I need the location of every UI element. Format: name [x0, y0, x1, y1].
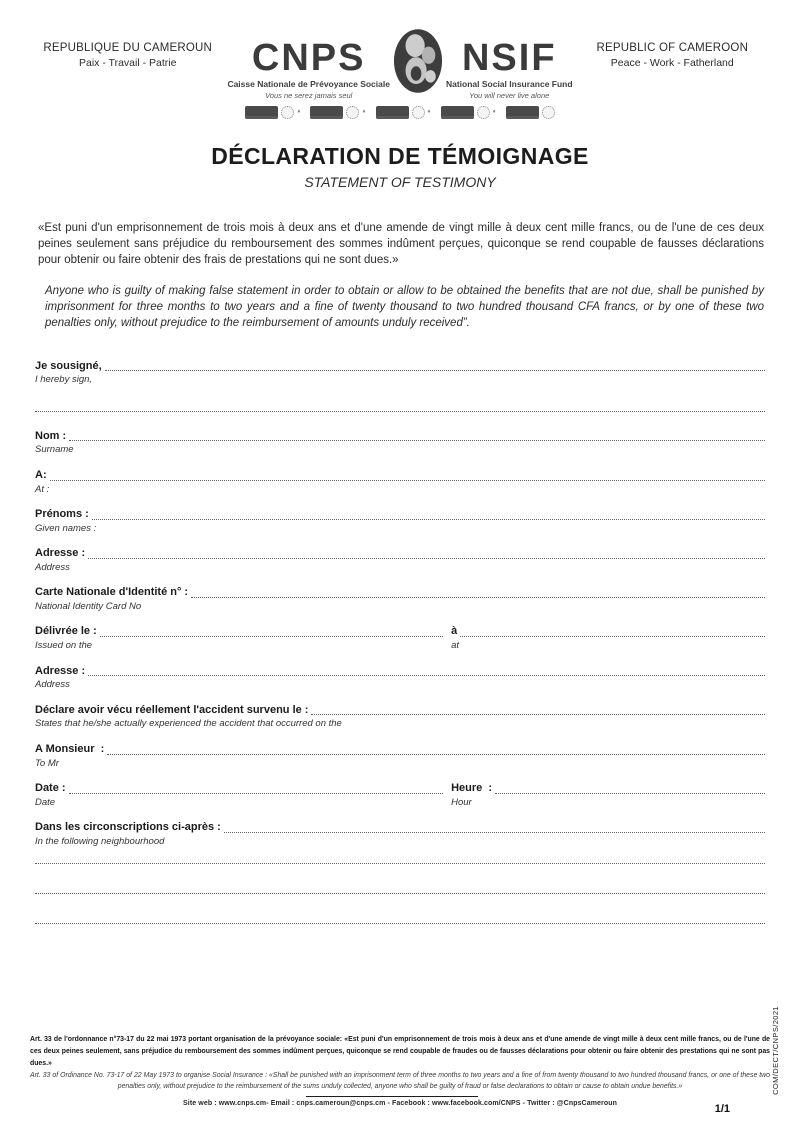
input-line-heure[interactable] — [495, 792, 765, 794]
input-line-date[interactable] — [69, 792, 444, 794]
input-line-adresse-2[interactable] — [88, 674, 765, 676]
input-line-adresse-1[interactable] — [88, 557, 765, 559]
field-a — [35, 469, 765, 495]
field-sublabel: Address — [35, 561, 70, 573]
cnps-logo — [227, 28, 572, 100]
certification-badge-icon — [506, 106, 555, 119]
document-header — [0, 0, 800, 119]
republic-en-motto: Peace - Work - Fatherland — [610, 57, 734, 69]
blank-line[interactable] — [35, 923, 765, 924]
document-subtitle: STATEMENT OF TESTIMONY — [304, 173, 496, 190]
input-line-accident-survenu[interactable] — [311, 713, 765, 715]
input-line-je-sousigne[interactable] — [105, 369, 765, 371]
field-sublabel: Address — [35, 679, 70, 691]
field-label: A Monsieur : — [35, 742, 105, 755]
field-sublabel: Hour — [451, 796, 472, 808]
field-label: Carte Nationale d'Identité n° : — [35, 586, 189, 599]
penalty-warning-en: Anyone who is guilty of making false statement in order to obtain or allow to be obtained the benefits that are not due, shall be punished by imprisonment for three months to two years and a fine of twenty thousand to two hundred thousand CFA francs, or by one of these two penalties only, without prejudice to the reimbursement of amounts unduly received”. — [45, 284, 764, 330]
penalty-warning-fr: «Est puni d'un emprisonnement de trois mois à deux ans et d'une amende de vingt mille à deux cent mille francs, ou de l'une de ces deux peines seulement sans préjudice du remboursement des sommes indûment perçues, quiconque se rend coupable de fausses déclarations pour obtenir ou faire obtenir des frais de prestations qui ne sont dues.» — [38, 221, 764, 267]
cnps-name-fr: Caisse Nationale de Prévoyance Sociale — [227, 78, 390, 89]
nsif-wordmark-block — [445, 37, 573, 100]
input-line-delivree-a[interactable] — [460, 635, 765, 637]
penalty-warning-block — [38, 220, 764, 332]
input-line-je-sousigne-continued[interactable] — [35, 399, 765, 412]
field-label: A: — [35, 468, 47, 481]
cnps-wordmark-block — [227, 37, 390, 100]
field-je-sousigne — [35, 360, 765, 386]
field-date-heure — [35, 782, 765, 808]
field-adresse-2 — [35, 665, 765, 691]
input-line-a[interactable] — [50, 479, 765, 481]
field-sublabel: Surname — [35, 444, 74, 456]
document-reference-code: COM/DECT/CNPS/2021 — [771, 1006, 780, 1095]
certification-badges — [227, 106, 572, 119]
legal-notice-en: Art. 33 of Ordinance No. 73-17 of 22 May 1973 to organise Social Insurance : «Shall be punished with an imprisonment term of three months to two years and a fine of from twenty thousand to two hundred thousand francs, or one of these two penalties only, without prejudice to the reimbursement of the sums unduly collected, anyone who shall be guilty of fraud or false declarations to obtain or cause to obtain undue benefits.» — [30, 1071, 770, 1091]
blank-line[interactable] — [35, 893, 765, 894]
field-sublabel: I hereby sign, — [35, 374, 93, 386]
certification-badge-icon: ♦ — [376, 106, 431, 119]
contact-line: Site web : www.cnps.cm- Email : cnps.cameroun@cnps.cm - Facebook : www.facebook.com/CNPS - Twitter : @CnpsCameroun — [183, 1100, 617, 1107]
republic-fr-block — [28, 28, 227, 119]
input-line-delivree-le[interactable] — [100, 635, 443, 637]
field-sublabel: To Mr — [35, 757, 59, 769]
field-label: Prénoms : — [35, 508, 89, 521]
nsif-wordmark: NSIF — [461, 37, 557, 79]
field-label: Adresse : — [35, 664, 86, 677]
certification-badge-icon: ♦ — [245, 106, 300, 119]
field-label: Dans les circonscriptions ci-après : — [35, 821, 221, 834]
field-sublabel: National Identity Card No — [35, 601, 142, 613]
nsif-tagline-en: You will never live alone — [469, 90, 550, 100]
field-label: Déclare avoir vécu réellement l'accident survenu le : — [35, 703, 309, 716]
field-sublabel: at — [451, 640, 460, 652]
field-nom — [35, 430, 765, 456]
republic-fr-motto: Paix - Travail - Patrie — [78, 57, 177, 69]
field-label: à — [451, 625, 458, 638]
field-a-monsieur — [35, 743, 765, 769]
form-fields — [35, 360, 765, 925]
document-title: DÉCLARATION DE TÉMOIGNAGE — [211, 142, 589, 169]
field-label: Nom : — [35, 429, 67, 442]
field-label: Je sousigné, — [35, 359, 102, 372]
document-footer — [30, 1034, 770, 1107]
certification-badge-icon: ♦ — [441, 106, 496, 119]
field-sublabel: States that he/she actually experienced the accident that occurred on the — [35, 718, 342, 730]
field-adresse-1 — [35, 547, 765, 573]
republic-en-block — [573, 28, 772, 119]
nsif-name-en: National Social Insurance Fund — [445, 78, 573, 89]
input-line-carte-identite[interactable] — [191, 596, 765, 598]
field-sublabel: Issued on the — [35, 640, 93, 652]
mother-and-child-emblem-icon — [393, 28, 443, 94]
field-delivree-le — [35, 625, 765, 651]
cnps-tagline-fr: Vous ne serez jamais seul — [265, 90, 353, 100]
field-label: Adresse : — [35, 547, 86, 560]
field-prenoms — [35, 508, 765, 534]
field-sublabel: Given names : — [35, 522, 97, 534]
field-label: Heure : — [451, 782, 493, 794]
field-carte-identite — [35, 586, 765, 612]
field-circonscriptions — [35, 821, 765, 847]
input-line-prenoms[interactable] — [92, 518, 765, 520]
blank-line[interactable] — [35, 863, 765, 864]
field-sublabel: In the following neighbourhood — [35, 835, 165, 847]
certification-badge-icon: ♦ — [310, 106, 365, 119]
footer-divider — [306, 1096, 478, 1097]
field-label: Délivrée le : — [35, 625, 97, 638]
page-number: 1/1 — [714, 1103, 730, 1115]
field-label: Date : — [35, 782, 66, 794]
input-line-nom[interactable] — [69, 439, 765, 441]
cnps-wordmark: CNPS — [251, 37, 366, 79]
field-accident-survenu — [35, 704, 765, 730]
field-sublabel: Date — [35, 796, 56, 808]
republic-fr-title: REPUBLIQUE DU CAMEROUN — [43, 42, 213, 54]
title-block — [0, 143, 800, 190]
field-sublabel: At : — [35, 483, 50, 495]
cnps-logo-block — [227, 28, 572, 119]
republic-en-title: REPUBLIC OF CAMEROON — [596, 42, 749, 54]
input-line-a-monsieur[interactable] — [107, 753, 765, 755]
legal-notice-fr: Art. 33 de l'ordonnance n°73-17 du 22 mai 1973 portant organisation de la prévoyance sociale: «Est puni d'un emprisonnement de trois mois à deux ans et d'une amende de vingt mille à deux cent mille francs, ou de l'une de ces deux peines seulement, sans préjudice du remboursement des sommes indûment perçues, quiconque se rend coupable de fraudes ou de fausses déclarations pour obtenir ou faire obtenir des prestations qui ne sont pas dues.» — [30, 1036, 770, 1067]
input-line-circonscriptions[interactable] — [224, 831, 765, 833]
